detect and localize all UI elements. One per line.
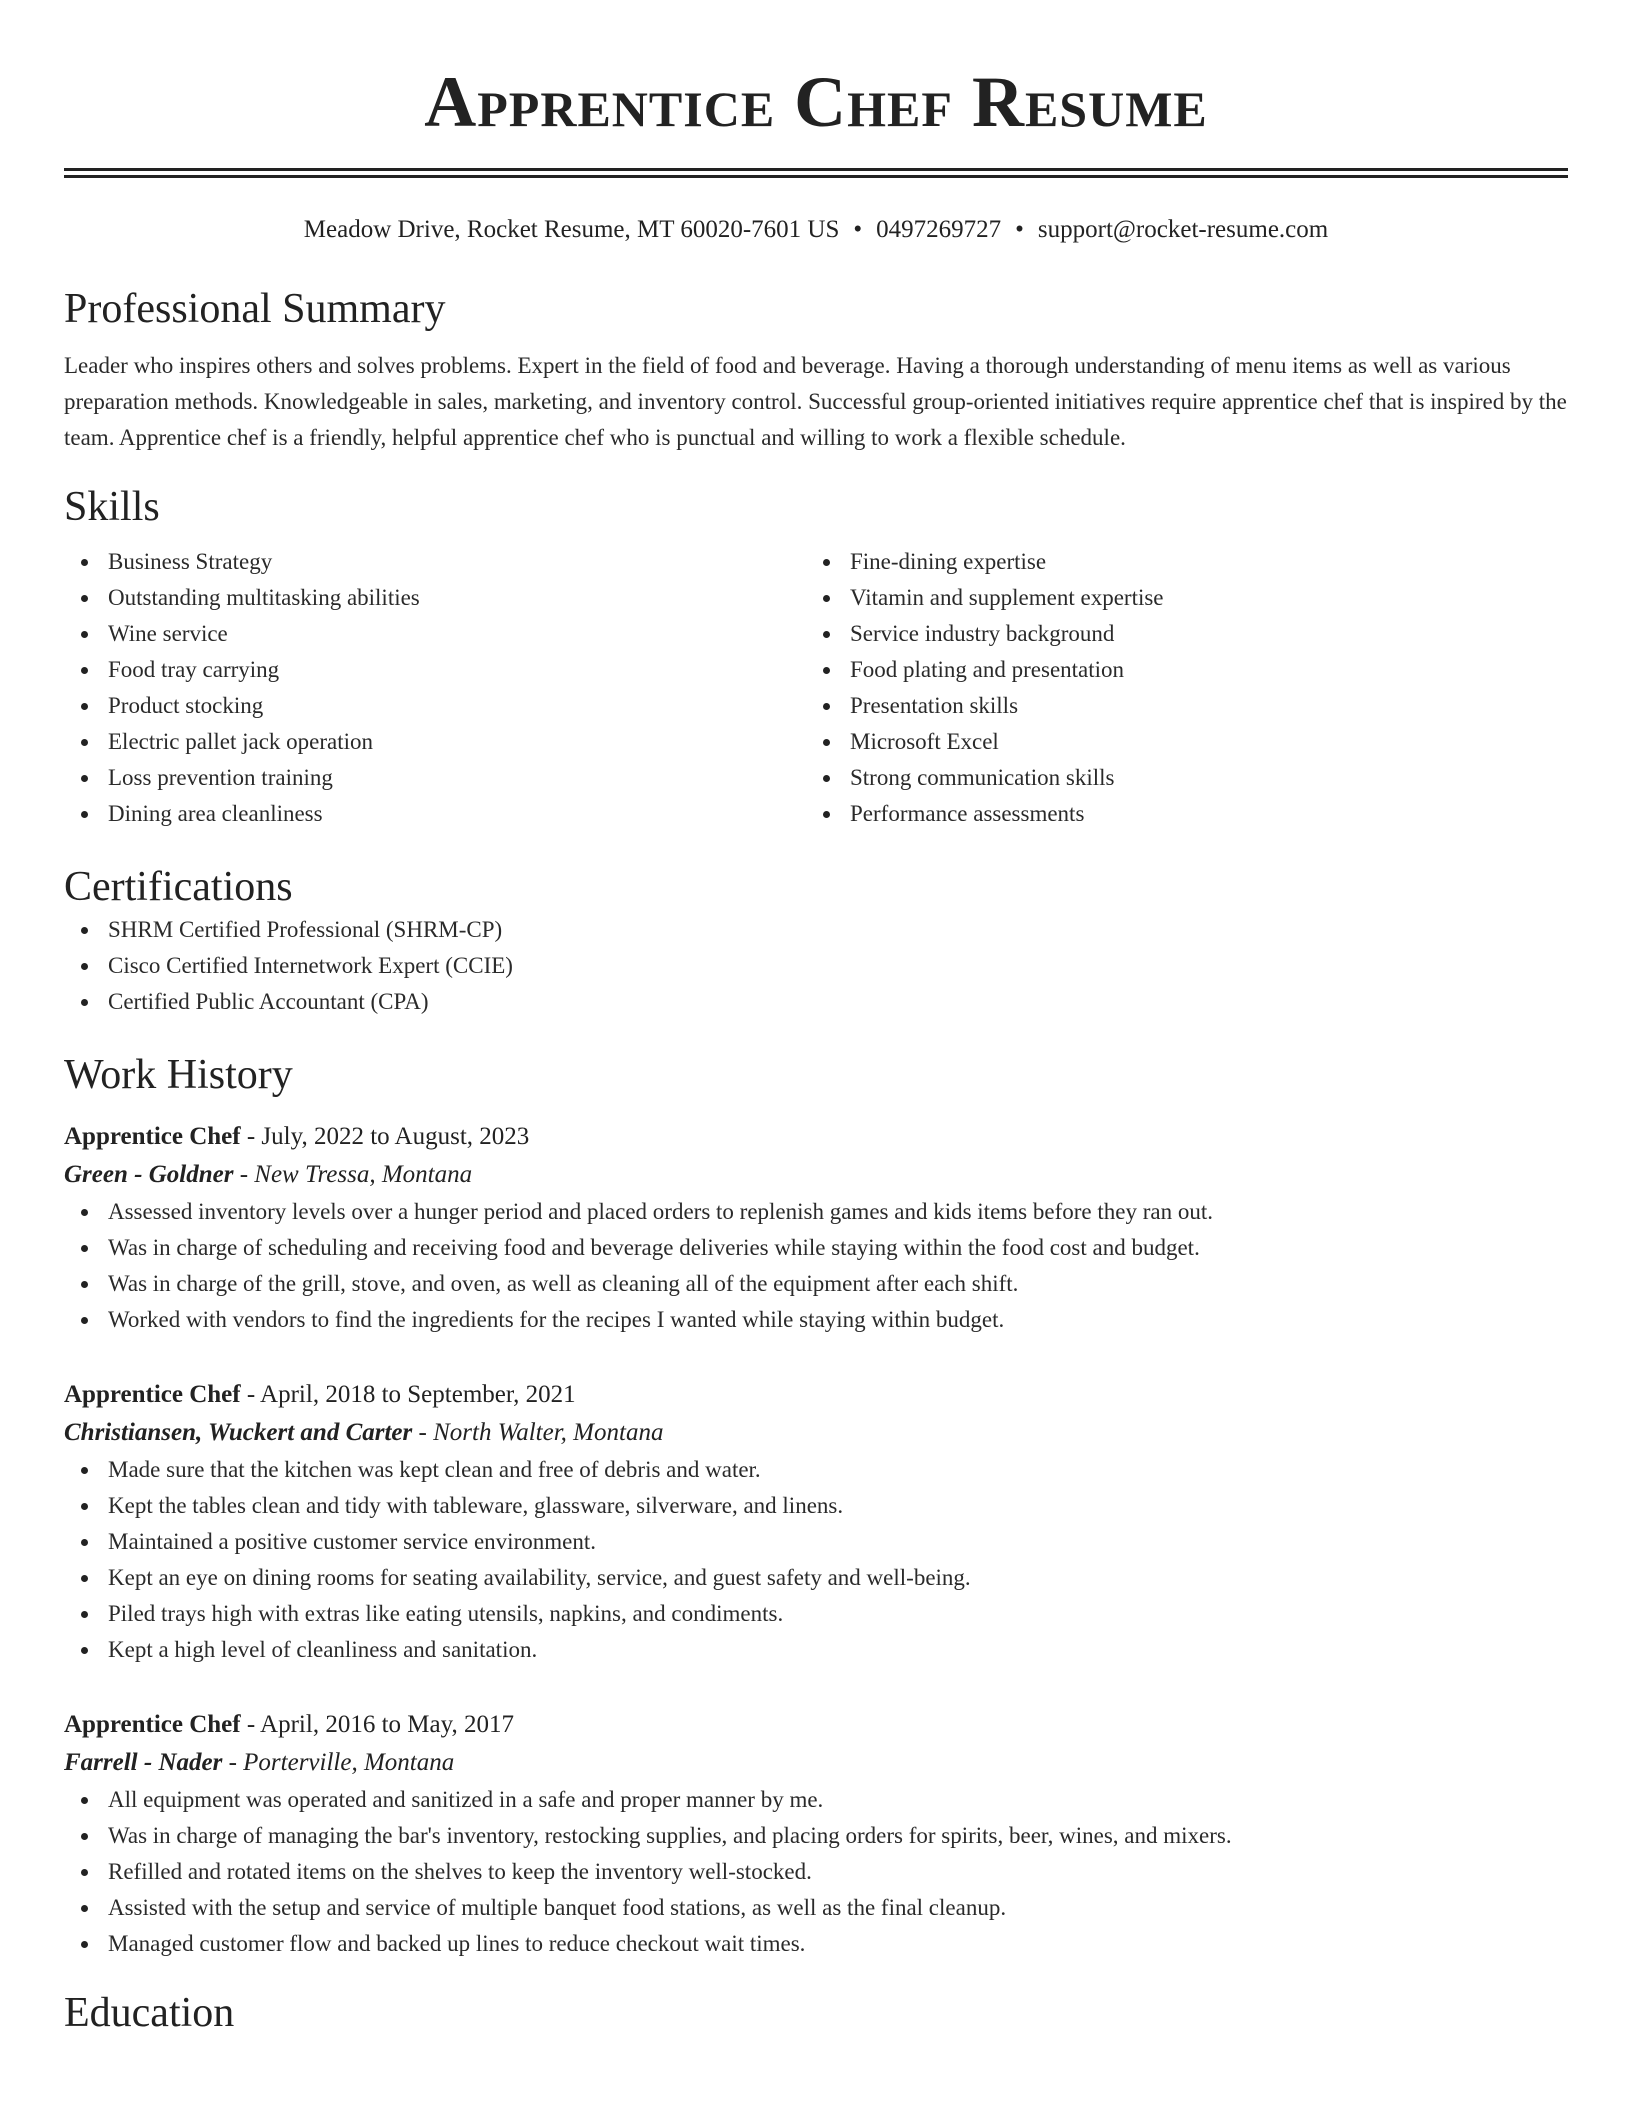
skill-item: Product stocking xyxy=(64,688,806,724)
job-title: Apprentice Chef xyxy=(64,1711,241,1738)
summary-heading: Professional Summary xyxy=(64,286,446,332)
job-title: Apprentice Chef xyxy=(64,1381,241,1408)
job-bullet: Piled trays high with extras like eating utensils, napkins, and condiments. xyxy=(64,1596,1568,1632)
work-history-section xyxy=(64,1050,1568,1962)
certification-item: Certified Public Accountant (CPA) xyxy=(64,984,1568,1020)
contact-separator: • xyxy=(853,216,863,243)
job-entry xyxy=(64,1706,1568,1962)
skill-item: Loss prevention training xyxy=(64,760,806,796)
certification-item: SHRM Certified Professional (SHRM-CP) xyxy=(64,912,1568,948)
job-bullets xyxy=(64,1782,1568,1962)
job-bullet: Refilled and rotated items on the shelves to keep the inventory well-stocked. xyxy=(64,1854,1568,1890)
job-bullets xyxy=(64,1452,1568,1668)
job-header xyxy=(64,1706,1568,1744)
skills-list-left xyxy=(64,544,806,832)
job-location: - North Walter, Montana xyxy=(412,1419,664,1446)
skill-item: Dining area cleanliness xyxy=(64,796,806,832)
job-bullet: Kept a high level of cleanliness and sanitation. xyxy=(64,1632,1568,1668)
job-dates: - July, 2022 to August, 2023 xyxy=(240,1123,530,1150)
work-history-heading: Work History xyxy=(64,1052,293,1098)
contact-line xyxy=(64,214,1568,246)
job-bullet: Managed customer flow and backed up lines to reduce checkout wait times. xyxy=(64,1926,1568,1962)
job-bullet: Made sure that the kitchen was kept clean and free of debris and water. xyxy=(64,1452,1568,1488)
job-bullet: Kept the tables clean and tidy with tableware, glassware, silverware, and linens. xyxy=(64,1488,1568,1524)
job-bullet: Worked with vendors to find the ingredients for the recipes I wanted while staying within budget. xyxy=(64,1302,1568,1338)
job-dates: - April, 2016 to May, 2017 xyxy=(240,1711,514,1738)
summary-section xyxy=(64,284,1568,456)
certifications-heading: Certifications xyxy=(64,864,293,910)
job-bullet: Was in charge of managing the bar's inventory, restocking supplies, and placing orders for spirits, beer, wines, and mixers. xyxy=(64,1818,1568,1854)
job-header xyxy=(64,1376,1568,1414)
job-employer-line xyxy=(64,1744,1568,1782)
job-bullet: Assessed inventory levels over a hunger period and placed orders to replenish games and kids items before they ran out. xyxy=(64,1194,1568,1230)
contact-phone: 0497269727 xyxy=(876,216,1002,243)
job-bullet: All equipment was operated and sanitized in a safe and proper manner by me. xyxy=(64,1782,1568,1818)
skill-item: Performance assessments xyxy=(806,796,1548,832)
skill-item: Fine-dining expertise xyxy=(806,544,1548,580)
skill-item: Microsoft Excel xyxy=(806,724,1548,760)
skill-item: Food plating and presentation xyxy=(806,652,1548,688)
job-company: Farrell - Nader xyxy=(64,1749,223,1776)
job-bullet: Was in charge of scheduling and receiving food and beverage deliveries while staying within the food cost and budget. xyxy=(64,1230,1568,1266)
job-bullet: Assisted with the setup and service of multiple banquet food stations, as well as the final cleanup. xyxy=(64,1890,1568,1926)
skill-item: Outstanding multitasking abilities xyxy=(64,580,806,616)
job-dates: - April, 2018 to September, 2021 xyxy=(240,1381,576,1408)
certification-item: Cisco Certified Internetwork Expert (CCIE) xyxy=(64,948,1568,984)
skills-column-right xyxy=(806,544,1548,832)
skills-section xyxy=(64,482,1568,832)
job-bullets xyxy=(64,1194,1568,1338)
summary-text: Leader who inspires others and solves problems. Expert in the field of food and beverage. Having a thorough understanding of menu items as well as various preparation methods. Knowledgeable in sales, marketing, and inventory control. Successful group-oriented initiatives require apprentice chef that is inspired by the team. Apprentice chef is a friendly, helpful apprentice chef who is punctual and willing to work a flexible schedule. xyxy=(64,353,1567,450)
certifications-section xyxy=(64,862,1568,1020)
job-header xyxy=(64,1118,1568,1156)
resume-title: Apprentice Chef Resume xyxy=(424,62,1208,142)
certifications-list xyxy=(64,912,1568,1020)
job-entry xyxy=(64,1376,1568,1668)
skills-grid xyxy=(64,544,1568,832)
skills-list-right xyxy=(806,544,1548,832)
skill-item: Electric pallet jack operation xyxy=(64,724,806,760)
contact-address: Meadow Drive, Rocket Resume, MT 60020-7601 US xyxy=(303,216,840,243)
title-divider xyxy=(64,168,1568,178)
job-title: Apprentice Chef xyxy=(64,1123,241,1150)
skills-heading: Skills xyxy=(64,484,160,530)
skill-item: Food tray carrying xyxy=(64,652,806,688)
skill-item: Presentation skills xyxy=(806,688,1548,724)
job-location: - Porterville, Montana xyxy=(222,1749,455,1776)
skill-item: Vitamin and supplement expertise xyxy=(806,580,1548,616)
skill-item: Service industry background xyxy=(806,616,1548,652)
job-bullet: Kept an eye on dining rooms for seating availability, service, and guest safety and well-being. xyxy=(64,1560,1568,1596)
education-heading: Education xyxy=(64,1990,235,2036)
job-location: - New Tressa, Montana xyxy=(233,1161,473,1188)
skill-item: Wine service xyxy=(64,616,806,652)
job-employer-line xyxy=(64,1414,1568,1452)
education-section xyxy=(64,1988,1568,2038)
skill-item: Strong communication skills xyxy=(806,760,1548,796)
job-bullet: Maintained a positive customer service environment. xyxy=(64,1524,1568,1560)
job-bullet: Was in charge of the grill, stove, and oven, as well as cleaning all of the equipment after each shift. xyxy=(64,1266,1568,1302)
job-company: Christiansen, Wuckert and Carter xyxy=(64,1419,413,1446)
skills-column-left xyxy=(64,544,806,832)
skill-item: Business Strategy xyxy=(64,544,806,580)
contact-separator: • xyxy=(1015,216,1024,243)
job-entry xyxy=(64,1118,1568,1338)
job-employer-line xyxy=(64,1156,1568,1194)
job-company: Green - Goldner xyxy=(64,1161,234,1188)
contact-email: support@rocket-resume.com xyxy=(1037,216,1329,243)
